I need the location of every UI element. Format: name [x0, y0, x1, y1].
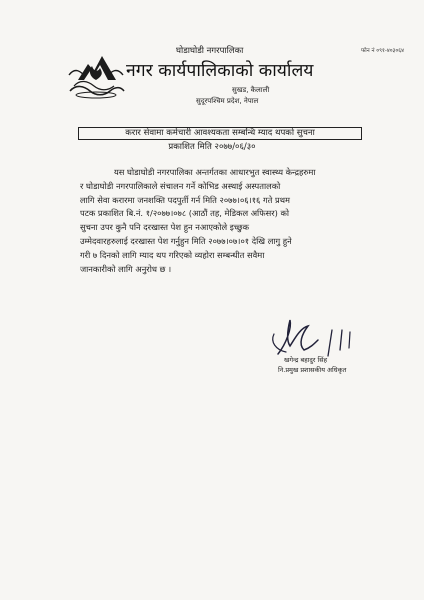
body-line: सुचना उपर कुनै पनि दरखास्त पेश हुन नआएकोले इच्छुक [80, 222, 250, 233]
office-name: घोडाघोडी नगरपालिका [176, 46, 244, 56]
office-place: सुखड, कैलाली [232, 86, 270, 94]
body-line: र घोडाघोडी नगरपालिकाले संचालन गर्ने कोभिड अस्थाई अस्पतालको [80, 180, 281, 191]
notice-heading: करार सेवामा कर्मचारी आवश्यकता सम्बन्धि म्याद थपको सुचना [78, 127, 362, 140]
publish-date: प्रकाशित मिति २०७७/०६/३० [168, 142, 256, 152]
notice-body [80, 166, 376, 276]
body-line: उम्मेदवारहरुलाई दरखास्त पेश गर्नुहुन मिति २०७७।०७।०१ देखि लागु हुने [80, 235, 292, 246]
body-line: गरी ७ दिनको लागि म्याद थप गरिएको व्यहोरा सम्बन्धीत सवैमा [80, 249, 265, 260]
nepal-emblem-icon [66, 44, 126, 100]
body-line: यस घोडाघोडी नगरपालिका अन्तर्गतका आधारभुत स्वास्थ्य केन्द्रहरुमा [114, 167, 316, 177]
body-line: लागि सेवा करारमा जनशक्ति पदपुर्ती गर्न मिति २०७७।०६।१६ गते प्रथम [80, 194, 291, 205]
phone-number: फोन नं ०९१-४०३०६४ [361, 48, 404, 54]
signer-title: नि.प्रमुख प्रशासकीय अधिकृत [278, 366, 347, 374]
office-address: सुदूरपश्चिम प्रदेश, नेपाल [196, 97, 259, 105]
office-title: नगर कार्यपालिकाको कार्यालय [126, 61, 314, 81]
body-line: पटक प्रकाशित बि.नं. १/२०७७।०७८ (आठौं तह, मेडिकल अफिसर) को [80, 208, 289, 219]
signer-name: खगेन्द्र बहादुर सिंह [284, 356, 328, 364]
body-line: जानकारीको लागि अनुरोध छ । [80, 263, 172, 274]
